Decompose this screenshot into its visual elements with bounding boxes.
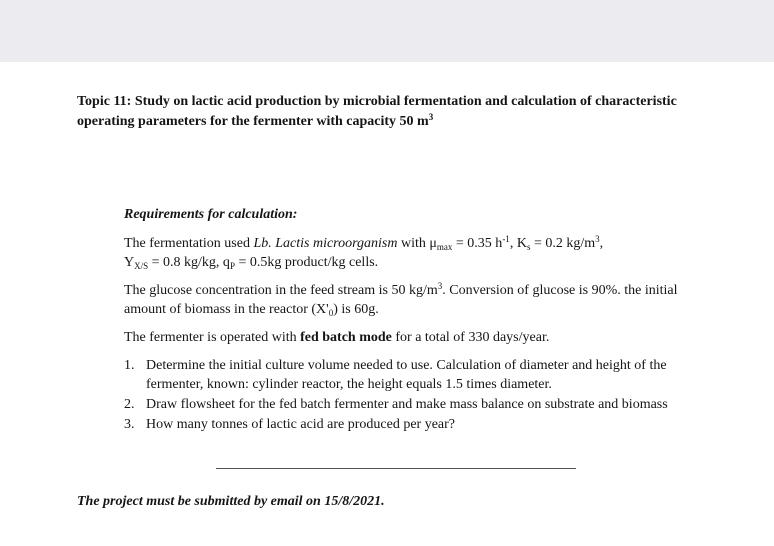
operation-mode-paragraph: The fermenter is operated with fed batch mode for a total of 330 days/year. [124,330,550,345]
task-list [124,356,704,435]
list-text: Determine the initial culture volume needed to use. Calculation of diameter and height of the fermenter, known: cylinder reactor, the height equals 1.5 times diameter. [146,358,667,392]
list-item [124,356,704,394]
separator-line [216,468,576,469]
requirements-heading: Requirements for calculation: [124,207,298,222]
glucose-concentration-paragraph: The glucose concentration in the feed stream is 50 $kg/m^3$. Conversion of glucose is 90%. the initial amount of biomass in the reactor $(X'_0)$ is 60g. [124,281,678,318]
list-item [124,415,704,434]
fermentation-parameters: The fermentation used Lb. Lactis microorganism with $\mu_{max} = 0.35$ $h^{-1}$, $K_s = 0.2$ $kg/m^3$, $Y_{X/S} = 0.8$ kg/kg, $q_P = 0.5kg$ product/kg cells. [124,234,604,271]
list-number: 1. [124,358,135,373]
list-item [124,395,704,414]
list-text: How many tonnes of lactic acid are produced per year? [146,417,456,432]
list-text: Draw flowsheet for the fed batch fermenter and make mass balance on substrate and biomass [146,397,668,412]
topic-title: Topic 11: Study on lactic acid production by microbial fermentation and calculation of characteristic operating parameters for the fermenter with capacity 50 $m^3$ [77,94,677,129]
submission-note: The project must be submitted by email on 15/8/2021. [77,494,385,509]
top-background [0,0,774,62]
list-number: 2. [124,397,135,412]
list-number: 3. [124,417,135,432]
